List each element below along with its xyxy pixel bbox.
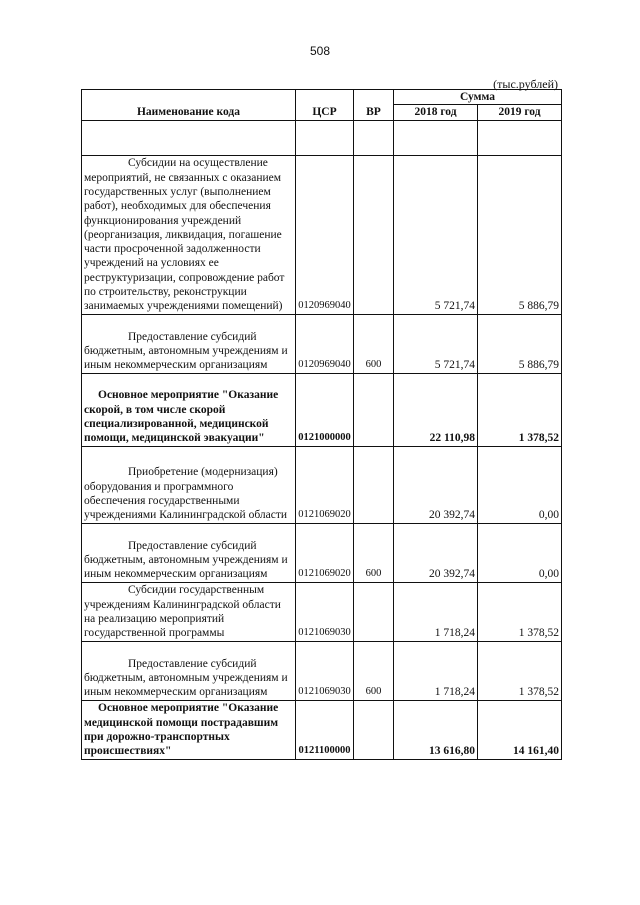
units-label: (тыс.рублей) [493,77,558,91]
row-csr: 0120969040 [296,314,354,373]
row-2018: 20 392,74 [394,523,478,582]
header-row-1 [82,90,562,105]
row-2019: 5 886,79 [478,314,562,373]
row-2018: 1 718,24 [394,582,478,641]
row-name: Основное мероприятие "Оказание медицинской помощи пострадавшим при дорожно-транспортных происшествиях" [84,702,279,758]
row-name: Предоставление субсидий бюджетным, автономным учреждениям и иным некоммерческим организациям [84,539,288,581]
row-2019: 0,00 [478,523,562,582]
table-row [82,373,562,446]
row-2019: 1 378,52 [478,641,562,700]
table-row [82,582,562,641]
row-2019: 1 378,52 [478,373,562,446]
header-name: Наименование кода [82,90,296,121]
row-csr: 0121069020 [296,446,354,523]
row-csr: 0121069020 [296,523,354,582]
row-vr [354,155,394,314]
row-2018: 20 392,74 [394,446,478,523]
row-2018: 22 110,98 [394,373,478,446]
row-csr: 0121069030 [296,641,354,700]
row-name: Основное мероприятие "Оказание скорой, в том числе скорой специализированной, медицинской помощи, медицинской эвакуации" [84,389,279,445]
table-row [82,700,562,759]
table-row [82,641,562,700]
row-2018: 5 721,74 [394,155,478,314]
row-vr: 600 [354,523,394,582]
table-row [82,446,562,523]
row-2018: 5 721,74 [394,314,478,373]
row-2019: 5 886,79 [478,155,562,314]
row-name: Предоставление субсидий бюджетным, автономным учреждениям и иным некоммерческим организациям [84,330,288,372]
row-vr [354,582,394,641]
header-vr: ВР [354,90,394,121]
row-vr [354,373,394,446]
row-name: Приобретение (модернизация) оборудования и программного обеспечения государственными учреждениями Калининградской области [84,466,288,522]
row-2018: 13 616,80 [394,700,478,759]
row-2018: 1 718,24 [394,641,478,700]
row-name: Субсидии на осуществление мероприятий, не связанных с оказанием государственных услуг (выполнением работ), необходимых для обеспечения функционирования учреждений (реорганизация, ликвидация, погашение части просроченной задолженности учреждений на условиях ее реструктуризации, сопровождение работ по строительству, реконструкции занимаемых учреждениями помещений) [84,157,285,313]
row-vr: 600 [354,314,394,373]
table-row [82,155,562,314]
spacer-row [82,120,562,155]
table-row [82,523,562,582]
header-csr: ЦСР [296,90,354,121]
row-2019: 1 378,52 [478,582,562,641]
row-2019: 14 161,40 [478,700,562,759]
row-csr: 0121069030 [296,582,354,641]
row-vr [354,446,394,523]
row-vr: 600 [354,641,394,700]
header-2019: 2019 год [478,105,562,120]
row-csr: 0121000000 [296,373,354,446]
row-2019: 0,00 [478,446,562,523]
header-2018: 2018 год [394,105,478,120]
header-sum: Сумма [394,90,562,105]
row-name: Предоставление субсидий бюджетным, автономным учреждениям и иным некоммерческим организациям [84,657,288,699]
budget-table [81,89,562,760]
row-csr: 0120969040 [296,155,354,314]
page-number: 508 [309,44,331,58]
row-name: Субсидии государственным учреждениям Калининградской области на реализацию мероприятий государственной программы [84,584,281,640]
row-vr [354,700,394,759]
table-row [82,314,562,373]
row-csr: 0121100000 [296,700,354,759]
